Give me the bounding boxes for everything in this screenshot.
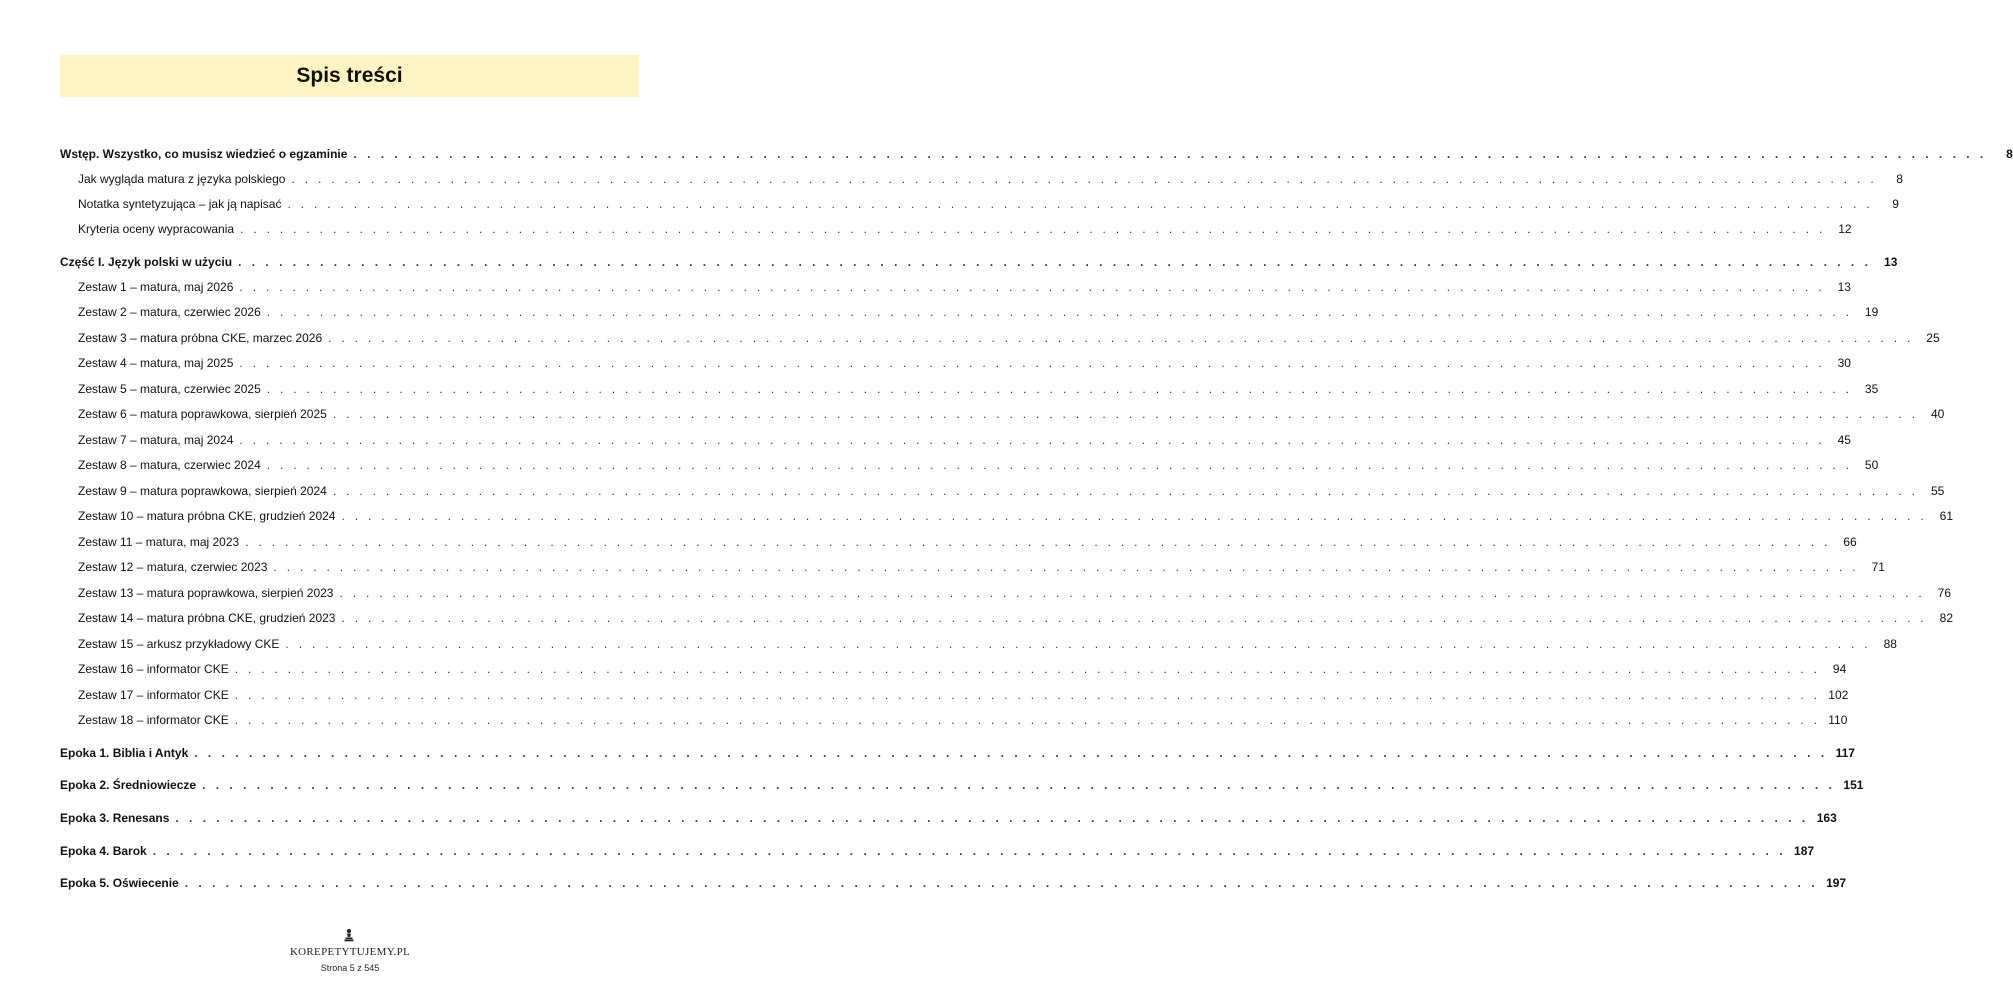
footer-page-number: Strona 5 z 545	[320, 963, 380, 973]
toc-entry-page: 94	[1832, 662, 1847, 676]
toc-entry-label: Zestaw 8 – matura, czerwiec 2024	[78, 458, 261, 472]
toc-leader-dots: . . . . . . . . . . . . . . . . . . . . . . . . . . . . . . . . . . . . . . . . . . . . . . . . . . . . . . . . . . . . . . . . . . . . . . . . . . . . . . . . . . . . . . . . . . . . . . . . . . . . . . . . . . . . . . . . . . . . . . . .	[285, 637, 1871, 651]
toc-entry-page: 76	[1937, 586, 1952, 600]
toc-entry[interactable]	[78, 662, 1847, 676]
toc-entry[interactable]	[78, 222, 1852, 236]
toc-entry-label: Zestaw 5 – matura, czerwiec 2025	[78, 382, 261, 396]
toc-entry-label: Zestaw 17 – informator CKE	[78, 688, 229, 702]
toc-entry[interactable]	[78, 433, 1851, 447]
toc-leader-dots: . . . . . . . . . . . . . . . . . . . . . . . . . . . . . . . . . . . . . . . . . . . . . . . . . . . . . . . . . . . . . . . . . . . . . . . . . . . . . . . . . . . . . . . . . . . . . . . . . . . . . . . . . . . . . . . . . . . . . . . .	[266, 458, 1853, 472]
toc-entry-label: Zestaw 14 – matura próbna CKE, grudzień 2023	[78, 611, 336, 625]
toc-leader-dots: . . . . . . . . . . . . . . . . . . . . . . . . . . . . . . . . . . . . . . . . . . . . . . . . . . . . . . . . . . . . . . . . . . . . . . . . . . . . . . . . . . . . . . . . . . . . . . . . . . . . . . . . . . . . . . . . . . . . . . . .	[239, 280, 1825, 294]
toc-leader-dots: . . . . . . . . . . . . . . . . . . . . . . . . . . . . . . . . . . . . . . . . . . . . . . . . . . . . . . . . . . . . . . . . . . . . . . . . . . . . . . . . . . . . . . . . . . . . . . . . . . . . . . . . . . . . . . . . . . . . . . . .	[341, 509, 1928, 523]
toc-entry[interactable]	[78, 611, 1954, 625]
toc-leader-dots: . . . . . . . . . . . . . . . . . . . . . . . . . . . . . . . . . . . . . . . . . . . . . . . . . . . . . . . . . . . . . . . . . . . . . . . . . . . . . . . . . . . . . . . . . . . . . . . . . . . . . . . . . . . . . . . . . . . . . . . .	[245, 535, 1831, 549]
toc-leader-dots: . . . . . . . . . . . . . . . . . . . . . . . . . . . . . . . . . . . . . . . . . . . . . . . . . . . . . . . . . . . . . . . . . . . . . . . . . . . . . . . . . . . . . . . . . . . . . . . . . . . . . . . . . . . . . . . . . . . . . . . .	[353, 147, 1987, 161]
toc-leader-dots: . . . . . . . . . . . . . . . . . . . . . . . . . . . . . . . . . . . . . . . . . . . . . . . . . . . . . . . . . . . . . . . . . . . . . . . . . . . . . . . . . . . . . . . . . . . . . . . . . . . . . . . . . . . . . . . . . . . . . . . .	[239, 356, 1825, 370]
toc-leader-dots: . . . . . . . . . . . . . . . . . . . . . . . . . . . . . . . . . . . . . . . . . . . . . . . . . . . . . . . . . . . . . . . . . . . . . . . . . . . . . . . . . . . . . . . . . . . . . . . . . . . . . . . . . . . . . . . . . . . . . . . .	[287, 197, 1873, 211]
toc-entry-label: Epoka 5. Oświecenie	[60, 876, 179, 890]
toc-entry[interactable]	[78, 637, 1897, 651]
toc-leader-dots: . . . . . . . . . . . . . . . . . . . . . . . . . . . . . . . . . . . . . . . . . . . . . . . . . . . . . . . . . . . . . . . . . . . . . . . . . . . . . . . . . . . . . . . . . . . . . . . . . . . . . . . . . . . . . . . . . . . . . . . .	[152, 844, 1787, 858]
toc-entry-label: Zestaw 13 – matura poprawkowa, sierpień 2023	[78, 586, 334, 600]
toc-entry[interactable]	[78, 688, 1849, 702]
toc-entry-label: Zestaw 16 – informator CKE	[78, 662, 229, 676]
toc-section-entry[interactable]	[60, 778, 1864, 792]
toc-section-entry[interactable]	[60, 746, 1855, 760]
toc-entry-page: 45	[1837, 433, 1851, 447]
toc-entry-page: 55	[1930, 484, 1945, 498]
toc-entry-page: 19	[1864, 305, 1879, 319]
toc-entry-label: Epoka 4. Barok	[60, 844, 147, 858]
toc-leader-dots: . . . . . . . . . . . . . . . . . . . . . . . . . . . . . . . . . . . . . . . . . . . . . . . . . . . . . . . . . . . . . . . . . . . . . . . . . . . . . . . . . . . . . . . . . . . . . . . . . . . . . . . . . . . . . . . . . . . . . . . .	[234, 688, 1821, 702]
toc-entry[interactable]	[78, 586, 1952, 600]
toc-entry[interactable]	[78, 560, 1885, 574]
toc-entry-page: 117	[1835, 746, 1855, 760]
toc-entry-page: 82	[1939, 611, 1954, 625]
toc-entry-label: Epoka 2. Średniowiecze	[60, 778, 197, 792]
toc-entry-page: 102	[1828, 688, 1849, 702]
toc-entry-page: 13	[1884, 255, 1898, 269]
toc-entry-page: 50	[1864, 458, 1879, 472]
toc-entry[interactable]	[78, 458, 1879, 472]
toc-entry-label: Epoka 3. Renesans	[60, 811, 170, 825]
toc-leader-dots: . . . . . . . . . . . . . . . . . . . . . . . . . . . . . . . . . . . . . . . . . . . . . . . . . . . . . . . . . . . . . . . . . . . . . . . . . . . . . . . . . . . . . . . . . . . . . . . . . . . . . . . . . . . . . . . . . . . . . . . .	[234, 662, 1821, 676]
toc-leader-dots: . . . . . . . . . . . . . . . . . . . . . . . . . . . . . . . . . . . . . . . . . . . . . . . . . . . . . . . . . . . . . . . . . . . . . . . . . . . . . . . . . . . . . . . . . . . . . . . . . . . . . . . . . . . . . . . . . . . . . . . .	[175, 811, 1809, 825]
toc-entry[interactable]	[78, 197, 1899, 211]
toc-entry-label: Zestaw 11 – matura, maj 2023	[78, 535, 240, 549]
toc-entry-page: 66	[1843, 535, 1857, 549]
toc-entry-label: Zestaw 6 – matura poprawkowa, sierpień 2025	[78, 407, 327, 421]
toc-entry-label: Zestaw 4 – matura, maj 2025	[78, 356, 234, 370]
toc-leader-dots: . . . . . . . . . . . . . . . . . . . . . . . . . . . . . . . . . . . . . . . . . . . . . . . . . . . . . . . . . . . . . . . . . . . . . . . . . . . . . . . . . . . . . . . . . . . . . . . . . . . . . . . . . . . . . . . . . . . . . . . .	[332, 484, 1919, 498]
toc-entry-label: Część I. Język polski w użyciu	[60, 255, 233, 269]
toc-entry-page: 163	[1816, 811, 1837, 825]
toc-leader-dots: . . . . . . . . . . . . . . . . . . . . . . . . . . . . . . . . . . . . . . . . . . . . . . . . . . . . . . . . . . . . . . . . . . . . . . . . . . . . . . . . . . . . . . . . . . . . . . . . . . . . . . . . . . . . . . . . . . . . . . . .	[332, 407, 1919, 421]
toc-section-entry[interactable]	[60, 255, 1898, 269]
toc-entry-page: 35	[1864, 382, 1879, 396]
toc-entry[interactable]	[78, 280, 1851, 294]
toc-entry-page: 8	[1896, 172, 1903, 186]
toc-entry-label: Zestaw 2 – matura, czerwiec 2026	[78, 305, 261, 319]
toc-entry[interactable]	[78, 382, 1879, 396]
toc-leader-dots: . . . . . . . . . . . . . . . . . . . . . . . . . . . . . . . . . . . . . . . . . . . . . . . . . . . . . . . . . . . . . . . . . . . . . . . . . . . . . . . . . . . . . . . . . . . . . . . . . . . . . . . . . . . . . . . . . . . . . . . .	[266, 382, 1853, 396]
toc-entry[interactable]	[78, 331, 1940, 345]
toc-entry-page: 61	[1939, 509, 1954, 523]
toc-section-entry[interactable]	[60, 811, 1837, 825]
toc-entry[interactable]	[78, 407, 1945, 421]
toc-entry-label: Zestaw 15 – arkusz przykładowy CKE	[78, 637, 280, 651]
toc-section-entry[interactable]	[60, 844, 1815, 858]
toc-entry-label: Zestaw 7 – matura, maj 2024	[78, 433, 234, 447]
toc-leader-dots: . . . . . . . . . . . . . . . . . . . . . . . . . . . . . . . . . . . . . . . . . . . . . . . . . . . . . . . . . . . . . . . . . . . . . . . . . . . . . . . . . . . . . . . . . . . . . . . . . . . . . . . . . . . . . . . . . . . . . . . .	[194, 746, 1828, 760]
toc-entry-page: 30	[1837, 356, 1851, 370]
toc-entry-label: Jak wygląda matura z języka polskiego	[78, 172, 286, 186]
page-title: Spis treści	[296, 64, 403, 87]
toc-entry-label: Zestaw 1 – matura, maj 2026	[78, 280, 234, 294]
toc-entry[interactable]	[78, 713, 1848, 727]
toc-leader-dots: . . . . . . . . . . . . . . . . . . . . . . . . . . . . . . . . . . . . . . . . . . . . . . . . . . . . . . . . . . . . . . . . . . . . . . . . . . . . . . . . . . . . . . . . . . . . . . . . . . . . . . . . . . . . . . . . . . . . . . . .	[339, 586, 1926, 600]
toc-entry-page: 197	[1826, 876, 1847, 890]
toc-entry-label: Notatka syntetyzująca – jak ją napisać	[78, 197, 282, 211]
toc-entry-page: 25	[1926, 331, 1940, 345]
toc-entry-label: Zestaw 18 – informator CKE	[78, 713, 229, 727]
toc-entry[interactable]	[78, 509, 1954, 523]
toc-section-entry[interactable]	[60, 876, 1847, 890]
toc-leader-dots: . . . . . . . . . . . . . . . . . . . . . . . . . . . . . . . . . . . . . . . . . . . . . . . . . . . . . . . . . . . . . . . . . . . . . . . . . . . . . . . . . . . . . . . . . . . . . . . . . . . . . . . . . . . . . . . . . . . . . . . .	[266, 305, 1853, 319]
toc-entry-page: 71	[1871, 560, 1885, 574]
chess-pawn-icon	[342, 928, 356, 942]
toc-leader-dots: . . . . . . . . . . . . . . . . . . . . . . . . . . . . . . . . . . . . . . . . . . . . . . . . . . . . . . . . . . . . . . . . . . . . . . . . . . . . . . . . . . . . . . . . . . . . . . . . . . . . . . . . . . . . . . . . . . . . . . . .	[238, 255, 1872, 269]
toc-entry-page: 40	[1930, 407, 1945, 421]
toc-entry-label: Epoka 1. Biblia i Antyk	[60, 746, 189, 760]
toc-entry-page: 187	[1794, 844, 1815, 858]
toc-entry[interactable]	[78, 305, 1879, 319]
toc-entry-label: Zestaw 9 – matura poprawkowa, sierpień 2024	[78, 484, 327, 498]
toc-entry[interactable]	[78, 172, 1903, 186]
toc-leader-dots: . . . . . . . . . . . . . . . . . . . . . . . . . . . . . . . . . . . . . . . . . . . . . . . . . . . . . . . . . . . . . . . . . . . . . . . . . . . . . . . . . . . . . . . . . . . . . . . . . . . . . . . . . . . . . . . . . . . . . . . .	[291, 172, 1877, 186]
toc-entry[interactable]	[78, 535, 1857, 549]
toc-leader-dots: . . . . . . . . . . . . . . . . . . . . . . . . . . . . . . . . . . . . . . . . . . . . . . . . . . . . . . . . . . . . . . . . . . . . . . . . . . . . . . . . . . . . . . . . . . . . . . . . . . . . . . . . . . . . . . . . . . . . . . . .	[184, 876, 1819, 890]
toc-entry-label: Zestaw 12 – matura, czerwiec 2023	[78, 560, 268, 574]
title-banner	[60, 55, 639, 97]
toc-entry-page: 151	[1843, 778, 1864, 792]
toc-entry-page: 9	[1892, 197, 1899, 211]
toc-entry-label: Wstęp. Wszystko, co musisz wiedzieć o egzaminie	[60, 147, 348, 161]
footer-logo-text: KOREPETYTUJEMY.PL	[289, 946, 411, 958]
toc-leader-dots: . . . . . . . . . . . . . . . . . . . . . . . . . . . . . . . . . . . . . . . . . . . . . . . . . . . . . . . . . . . . . . . . . . . . . . . . . . . . . . . . . . . . . . . . . . . . . . . . . . . . . . . . . . . . . . . . . . . . . . . .	[273, 560, 1859, 574]
toc-entry[interactable]	[78, 356, 1851, 370]
toc-section-entry[interactable]	[60, 147, 2013, 161]
toc-entry[interactable]	[78, 484, 1945, 498]
toc-entry-page: 13	[1837, 280, 1851, 294]
toc-leader-dots: . . . . . . . . . . . . . . . . . . . . . . . . . . . . . . . . . . . . . . . . . . . . . . . . . . . . . . . . . . . . . . . . . . . . . . . . . . . . . . . . . . . . . . . . . . . . . . . . . . . . . . . . . . . . . . . . . . . . . . . .	[239, 433, 1825, 447]
toc-leader-dots: . . . . . . . . . . . . . . . . . . . . . . . . . . . . . . . . . . . . . . . . . . . . . . . . . . . . . . . . . . . . . . . . . . . . . . . . . . . . . . . . . . . . . . . . . . . . . . . . . . . . . . . . . . . . . . . . . . . . . . . .	[202, 778, 1836, 792]
toc-entry-label: Zestaw 3 – matura próbna CKE, marzec 2026	[78, 331, 323, 345]
toc-leader-dots: . . . . . . . . . . . . . . . . . . . . . . . . . . . . . . . . . . . . . . . . . . . . . . . . . . . . . . . . . . . . . . . . . . . . . . . . . . . . . . . . . . . . . . . . . . . . . . . . . . . . . . . . . . . . . . . . . . . . . . . .	[341, 611, 1928, 625]
toc-entry-page: 8	[2006, 147, 2013, 161]
toc-entry-page: 88	[1883, 637, 1897, 651]
toc-leader-dots: . . . . . . . . . . . . . . . . . . . . . . . . . . . . . . . . . . . . . . . . . . . . . . . . . . . . . . . . . . . . . . . . . . . . . . . . . . . . . . . . . . . . . . . . . . . . . . . . . . . . . . . . . . . . . . . . . . . . . . . .	[240, 222, 1826, 236]
toc-leader-dots: . . . . . . . . . . . . . . . . . . . . . . . . . . . . . . . . . . . . . . . . . . . . . . . . . . . . . . . . . . . . . . . . . . . . . . . . . . . . . . . . . . . . . . . . . . . . . . . . . . . . . . . . . . . . . . . . . . . . . . . .	[328, 331, 1914, 345]
toc-entry-label: Kryteria oceny wypracowania	[78, 222, 235, 236]
toc-entry-label: Zestaw 10 – matura próbna CKE, grudzień 2024	[78, 509, 336, 523]
toc-entry-page: 110	[1828, 713, 1848, 727]
toc-leader-dots: . . . . . . . . . . . . . . . . . . . . . . . . . . . . . . . . . . . . . . . . . . . . . . . . . . . . . . . . . . . . . . . . . . . . . . . . . . . . . . . . . . . . . . . . . . . . . . . . . . . . . . . . . . . . . . . . . . . . . . . .	[234, 713, 1821, 727]
toc-entry-page: 12	[1838, 222, 1852, 236]
